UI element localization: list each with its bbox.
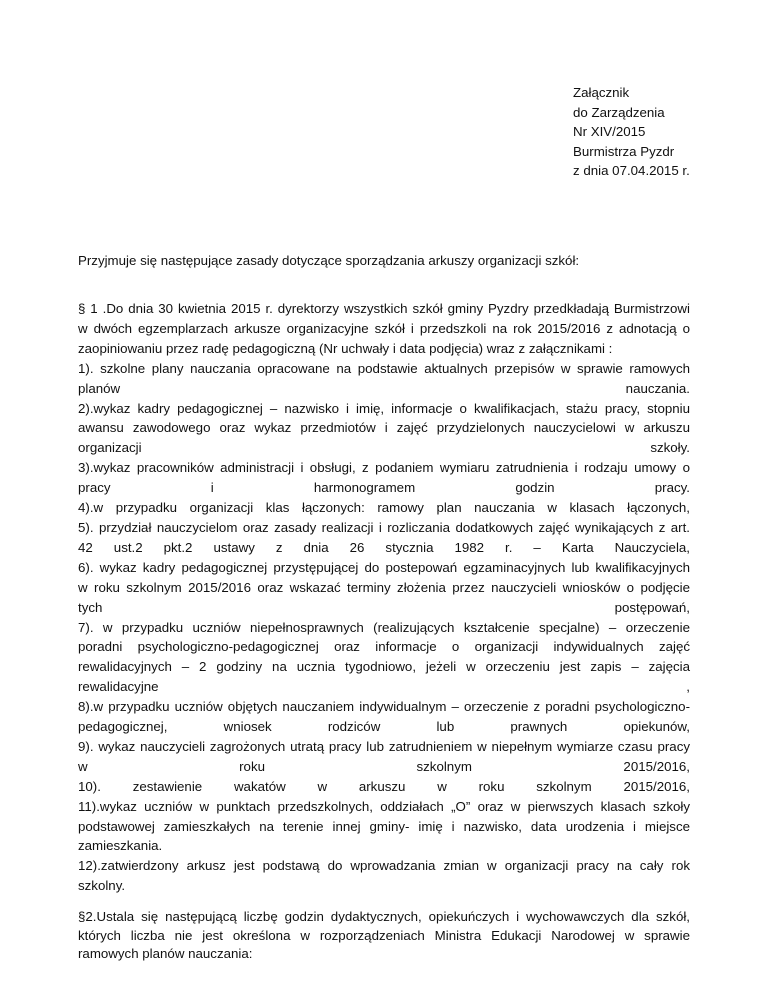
section-1-line: w roku szkolnym 2015/2016 oraz wskazać terminy złożenia przez nauczycieli wniosków o podjęcie xyxy=(78,579,690,595)
section-1-line: pracy i harmonogramem godzin pracy. xyxy=(78,480,690,496)
section-1-line: rewalidacyjne , xyxy=(78,679,690,695)
section-1-line: 2).wykaz kadry pedagogicznej – nazwisko i imię, informacje o kwalifikacjach, stażu pracy, stopniu xyxy=(78,400,690,416)
annex-line: do Zarządzenia xyxy=(573,104,665,120)
annex-line: Załącznik xyxy=(573,85,630,100)
section-1-line: 12).zatwierdzony arkusz jest podstawą do wprowadzania zmian w organizacji pracy na cały rok xyxy=(78,858,690,874)
section-2-line: §2.Ustala się następującą liczbę godzin dydaktycznych, opiekuńczych i wychowawczych dla szkół, xyxy=(78,909,690,925)
section-1-line: szkolny. xyxy=(78,878,126,894)
section-1-line: 9). wykaz nauczycieli zagrożonych utratą pracy lub zatrudnieniem w niepełnym wymiarze czasu pracy xyxy=(78,738,690,754)
annex-line: Burmistrza Pyzdr xyxy=(573,143,675,159)
section-1-line: 3).wykaz pracowników administracji i obsługi, z podaniem wymiaru zatrudnienia i rodzaju umowy o xyxy=(78,460,690,476)
annex-line: z dnia 07.04.2015 r. xyxy=(573,163,690,179)
section-1-line: 1). szkolne plany nauczania opracowane na podstawie aktualnych przepisów w sprawie ramowych xyxy=(78,360,690,376)
document-body xyxy=(78,251,690,964)
section-1 xyxy=(78,299,690,896)
section-1-line: poradni psychologiczno-pedagogicznej oraz informacje o organizacji indywidualnych zajęć xyxy=(78,639,690,655)
section-2-line: których liczba nie jest określona w rozporządzeniach Ministra Edukacji Narodowej w sprawie xyxy=(78,927,690,943)
section-2 xyxy=(78,908,690,964)
section-1-line: planów nauczania. xyxy=(78,380,690,396)
section-1-line: 42 ust.2 pkt.2 ustawy z dnia 26 stycznia 1982 r. – Karta Nauczyciela, xyxy=(78,539,690,555)
section-1-line: rewalidacyjnych – 2 godziny na ucznia tygodniowo, jeżeli w orzeczeniu jest zapis – zajęcia xyxy=(78,659,690,675)
section-1-line: 8).w przypadku uczniów objętych nauczaniem indywidualnym – orzeczenie z poradni psychologiczno- xyxy=(78,699,690,715)
section-1-line: 7). w przypadku uczniów niepełnosprawnych (realizujących kształcenie specjalne) – orzeczenie xyxy=(78,619,690,635)
section-1-line: organizacji szkoły. xyxy=(78,440,690,456)
section-1-line: zamieszkania. xyxy=(78,838,163,854)
section-1-line: 4).w przypadku organizacji klas łączonych: ramowy plan nauczania w klasach łączonych, xyxy=(78,500,690,516)
section-1-line: 10). zestawienie wakatów w arkuszu w roku szkolnym 2015/2016, xyxy=(78,778,690,794)
section-1-line: 11).wykaz uczniów w punktach przedszkolnych, oddziałach „O” oraz w pierwszych klasach szkoły xyxy=(78,798,690,814)
section-1-line: 5). przydział nauczycielom oraz zasady realizacji i rozliczania dodatkowych zajęć wynikających z art. xyxy=(78,519,690,535)
section-2-line: ramowych planów nauczania: xyxy=(78,946,253,962)
section-1-line: w roku szkolnym 2015/2016, xyxy=(78,758,690,774)
annex-header xyxy=(573,83,690,181)
section-1-line: podstawowej zamieszkałych na terenie innej gminy- imię i nazwisko, data urodzenia i miejsce xyxy=(78,818,690,834)
section-1-line: pedagogicznej, wniosek rodziców lub prawnych opiekunów, xyxy=(78,719,690,735)
section-1-line: tych postępowań, xyxy=(78,599,690,615)
section-1-line: w dwóch egzemplarzach arkusze organizacyjne szkół i przedszkoli na rok 2015/2016 z adnotacją o xyxy=(78,320,690,336)
section-1-line: § 1 .Do dnia 30 kwietnia 2015 r. dyrektorzy wszystkich szkół gminy Pyzdry przedkładają Burmistrzowi xyxy=(78,301,690,316)
section-1-line: awansu zawodowego oraz wykaz przedmiotów i zajęć przydzielonych nauczycielowi w arkuszu xyxy=(78,420,690,436)
section-1-line: zaopiniowaniu przez radę pedagogiczną (Nr uchwały i data podjęcia) wraz z załącznikami : xyxy=(78,340,613,356)
annex-line: Nr XIV/2015 xyxy=(573,124,646,140)
section-1-line: 6). wykaz kadry pedagogicznej przystępującej do postepowań egzaminacyjnych lub kwalifikacyjnych xyxy=(78,559,690,575)
intro-paragraph: Przyjmuje się następujące zasady dotyczące sporządzania arkuszy organizacji szkół: xyxy=(78,253,580,268)
